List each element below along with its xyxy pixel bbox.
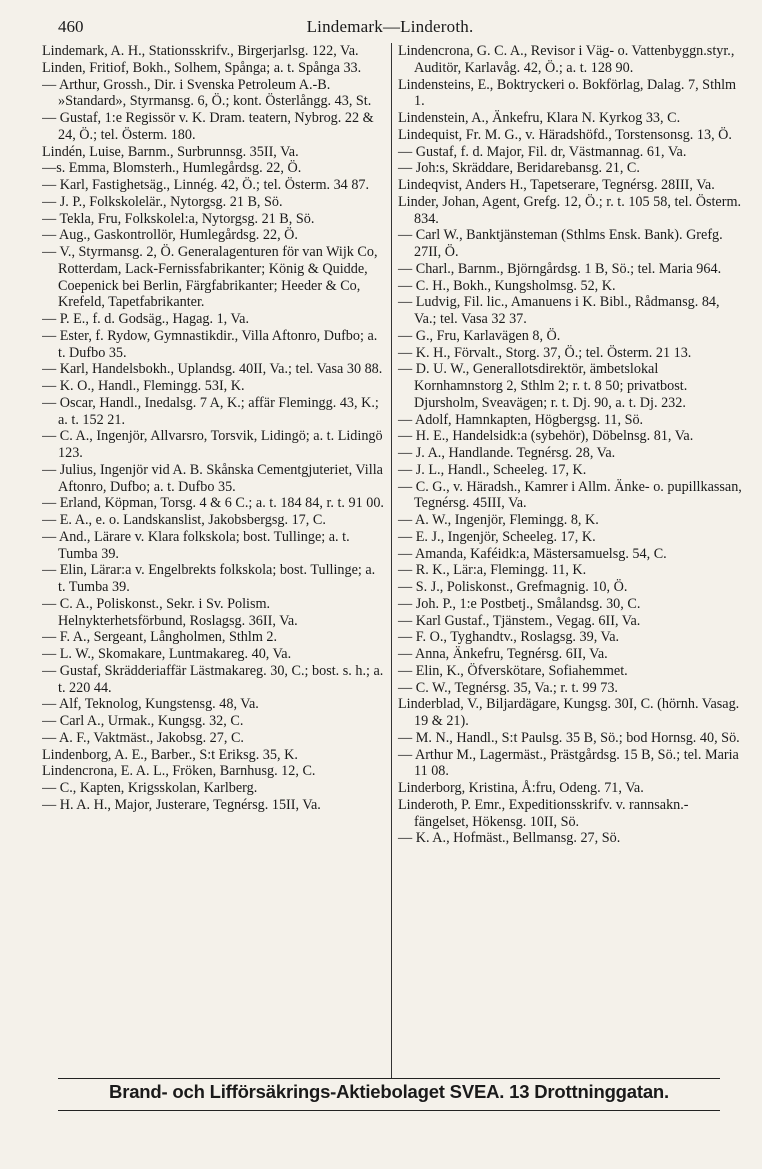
directory-entry: — Aug., Gaskontrollör, Humlegårdsg. 22, Ö. [42,227,298,244]
footer-rule-top [58,1078,720,1079]
directory-entry: — A. W., Ingenjör, Flemingg. 8, K. [398,512,599,528]
directory-entry: — Charl., Barnm., Björngårdsg. 1 B, Sö.; tel. Maria 964. [398,260,722,277]
directory-entry: — Gustaf, 1:e Regissör v. K. Dram. teatern, Nybrog. 22 & 24, Ö.; tel. Österm. 180. [42,110,374,143]
directory-entry: — Oscar, Handl., Inedalsg. 7 A, K.; affär Flemingg. 43, K.; a. t. 152 21. [42,394,379,428]
directory-entry: — D. U. W., Generallotsdirektör, ämbetslokal Kornhamnstorg 2, Sthlm 2; r. t. 8 50; privatbost. Djursholm, Sveavägen; r. t. Dj. 90, a. t. Dj. 232. [398,361,688,411]
directory-entry: — A. F., Vaktmäst., Jakobsg. 27, C. [42,729,244,746]
directory-entry: — Tekla, Fru, Folkskolel:a, Nytorgsg. 21 B, Sö. [42,210,315,227]
directory-entry: Linden, Fritiof, Bokh., Solhem, Spånga; a. t. Spånga 33. [42,59,362,76]
directory-entry: — Ludvig, Fil. lic., Amanuens i K. Bibl., Rådmansg. 84, Va.; tel. Vasa 32 37. [398,294,720,327]
directory-entry: — C., Kapten, Krigsskolan, Karlberg. [42,780,258,796]
directory-entry: — F. A., Sergeant, Långholmen, Sthlm 2. [42,629,278,646]
directory-entry: — J. L., Handl., Scheeleg. 17, K. [398,461,587,478]
directory-entry: Lindensteins, E., Boktryckeri o. Bokförlag, Dalag. 7, Sthlm 1. [398,76,737,110]
directory-entry: — P. E., f. d. Godsäg., Hagag. 1, Va. [42,311,250,327]
directory-entry: — C. A., Poliskonst., Sekr. i Sv. Polism. Helnykterhetsförbund, Roslagsg. 36II, Va. [42,595,298,629]
directory-entry: — C. G., v. Häradsh., Kamrer i Allm. Änke- o. pupillkassan, Tegnérsg. 45III, Va. [398,478,742,512]
directory-entry: — E. A., e. o. Landskanslist, Jakobsbergsg. 17, C. [42,512,326,528]
directory-entry: — J. P., Folkskolelär., Nytorgsg. 21 B, Sö. [42,193,283,210]
directory-entry: — Julius, Ingenjör vid A. B. Skånska Cementgjuteriet, Villa Aftonro, Dufbo; a. t. Dufbo 35. [42,461,383,495]
directory-entry: — H. E., Handelsidk:a (sybehör), Döbelnsg. 81, Va. [398,428,694,445]
directory-entry: — S. J., Poliskonst., Grefmagnig. 10, Ö. [398,579,628,595]
directory-entry: — C. A., Ingenjör, Allvarsro, Torsvik, Lidingö; a. t. Lidingö 123. [42,428,383,461]
running-head: Lindemark—Linderoth. [306,17,474,36]
directory-entry: — L. W., Skomakare, Luntmakareg. 40, Va. [42,646,292,662]
directory-entry: — Arthur M., Lagermäst., Prästgårdsg. 15 B, Sö.; tel. Maria 11 08. [398,746,739,780]
directory-entry: —s. Emma, Blomsterh., Humlegårdsg. 22, Ö. [42,160,302,177]
directory-entry: — K. O., Handl., Flemingg. 53I, K. [42,378,245,394]
directory-entry: — R. K., Lär:a, Flemingg. 11, K. [398,562,587,579]
directory-columns [42,43,742,1078]
directory-entry: — E. J., Ingenjör, Scheeleg. 17, K. [398,528,596,545]
directory-entry: — G., Fru, Karlavägen 8, Ö. [398,327,561,344]
directory-entry: — Elin, K., Öfverskötare, Sofiahemmet. [398,662,628,679]
directory-entry: — Gustaf, f. d. Major, Fil. dr, Västmannag. 61, Va. [398,143,687,160]
directory-entry: — H. A. H., Major, Justerare, Tegnérsg. 15II, Va. [42,796,321,813]
page-number: 460 [58,17,84,36]
directory-entry: Lindencrona, E. A. L., Fröken, Barnhusg. 12, C. [42,763,316,780]
directory-entry: — F. O., Tyghandtv., Roslagsg. 39, Va. [398,629,620,646]
footer-advert: Brand- och Lifförsäkrings-Aktiebolaget SVEA. 13 Drottninggatan. [109,1081,669,1102]
directory-entry: — Karl, Fastighetsäg., Linnég. 42, Ö.; tel. Österm. 34 87. [42,177,370,193]
directory-entry: — And., Lärare v. Klara folkskola; bost. Tullinge; a. t. Tumba 39. [42,528,350,562]
directory-entry: — Anna, Änkefru, Tegnérsg. 6II, Va. [398,646,608,662]
directory-entry: — C. H., Bokh., Kungsholmsg. 52, K. [398,277,616,294]
directory-entry: — Gustaf, Skrädderiaffär Lästmakareg. 30, C.; bost. s. h.; a. t. 220 44. [42,662,384,696]
directory-entry: Linderblad, V., Biljardägare, Kungsg. 30I, C. (hörnh. Vasag. 19 & 21). [398,696,740,729]
directory-entry: — C. W., Tegnérsg. 35, Va.; r. t. 99 73. [398,679,618,696]
directory-entry: Linderborg, Kristina, Å:fru, Odeng. 71, Va. [398,780,644,796]
directory-entry: — V., Styrmansg. 2, Ö. Generalagenturen för van Wijk Co, Rotterdam, Lack-Fernissfabrikanter; König & Quidde, Coepenick bei Berlin, Färgfabrikanter; Heeder & Co, Krefeld, Tapetfabrikanter. [42,244,378,311]
directory-entry: — Carl W., Banktjänsteman (Sthlms Ensk. Bank). Grefg. 27II, Ö. [398,227,723,260]
footer-rule-bottom [58,1110,720,1111]
right-column [392,43,742,1078]
directory-entry: — Ester, f. Rydow, Gymnastikdir., Villa Aftonro, Dufbo; a. t. Dufbo 35. [42,327,378,361]
directory-entry: Lindenborg, A. E., Barber., S:t Eriksg. 35, K. [42,746,298,763]
directory-entry: Linder, Johan, Agent, Grefg. 12, Ö.; r. t. 105 58, tel. Österm. 834. [398,193,742,227]
directory-entry: — Erland, Köpman, Torsg. 4 & 6 C.; a. t. 184 84, r. t. 91 00. [42,495,384,512]
directory-entry: Lindenstein, A., Änkefru, Klara N. Kyrkog 33, C. [398,110,681,126]
directory-entry: — Carl A., Urmak., Kungsg. 32, C. [42,713,244,729]
directory-entry: — M. N., Handl., S:t Paulsg. 35 B, Sö.; bod Hornsg. 40, Sö. [398,729,740,746]
directory-entry: Lindeqvist, Anders H., Tapetserare, Tegnérsg. 28III, Va. [398,177,715,193]
directory-entry: Lindequist, Fr. M. G., v. Häradshöfd., Torstensonsg. 13, Ö. [398,126,732,143]
directory-entry: — Elin, Lärar:a v. Engelbrekts folkskola; bost. Tullinge; a. t. Tumba 39. [42,562,376,595]
directory-entry: — Karl Gustaf., Tjänstem., Vegag. 6II, Va. [398,612,641,629]
directory-entry: — Arthur, Grossh., Dir. i Svenska Petroleum A.-B. »Standard», Styrmansg. 6, Ö.; kont. Österlångg. 43, St. [42,76,372,110]
directory-entry: Lindén, Luise, Barnm., Surbrunnsg. 35II, Va. [42,143,299,160]
directory-entry: — Alf, Teknolog, Kungstensg. 48, Va. [42,696,259,713]
directory-entry: — Joh:s, Skräddare, Beridarebansg. 21, C. [398,160,640,177]
directory-entry: — Adolf, Hamnkapten, Högbergsg. 11, Sö. [398,411,644,428]
directory-entry: — J. A., Handlande. Tegnérsg. 28, Va. [398,445,616,461]
directory-entry: Lindencrona, G. C. A., Revisor i Väg- o. Vattenbyggn.styr., Auditör, Karlavåg. 42, Ö.; a. t. 128 90. [398,43,735,76]
directory-entry: — Joh. P., 1:e Postbetj., Smålandsg. 30, C. [398,595,641,612]
directory-entry: — Karl, Handelsbokh., Uplandsg. 40II, Va.; tel. Vasa 30 88. [42,361,383,378]
directory-entry: — K. A., Hofmäst., Bellmansg. 27, Sö. [398,830,621,847]
directory-entry: — Amanda, Kaféidk:a, Mästersamuelsg. 54, C. [398,545,667,562]
directory-entry: — K. H., Förvalt., Storg. 37, Ö.; tel. Österm. 21 13. [398,344,692,361]
left-column [42,43,392,1078]
page-header [58,17,722,41]
directory-entry: Lindemark, A. H., Stationsskrifv., Birgerjarlsg. 122, Va. [42,43,359,59]
directory-entry: Linderoth, P. Emr., Expeditionsskrifv. v. rannsakn.-fängelset, Hökensg. 10II, Sö. [398,796,689,830]
